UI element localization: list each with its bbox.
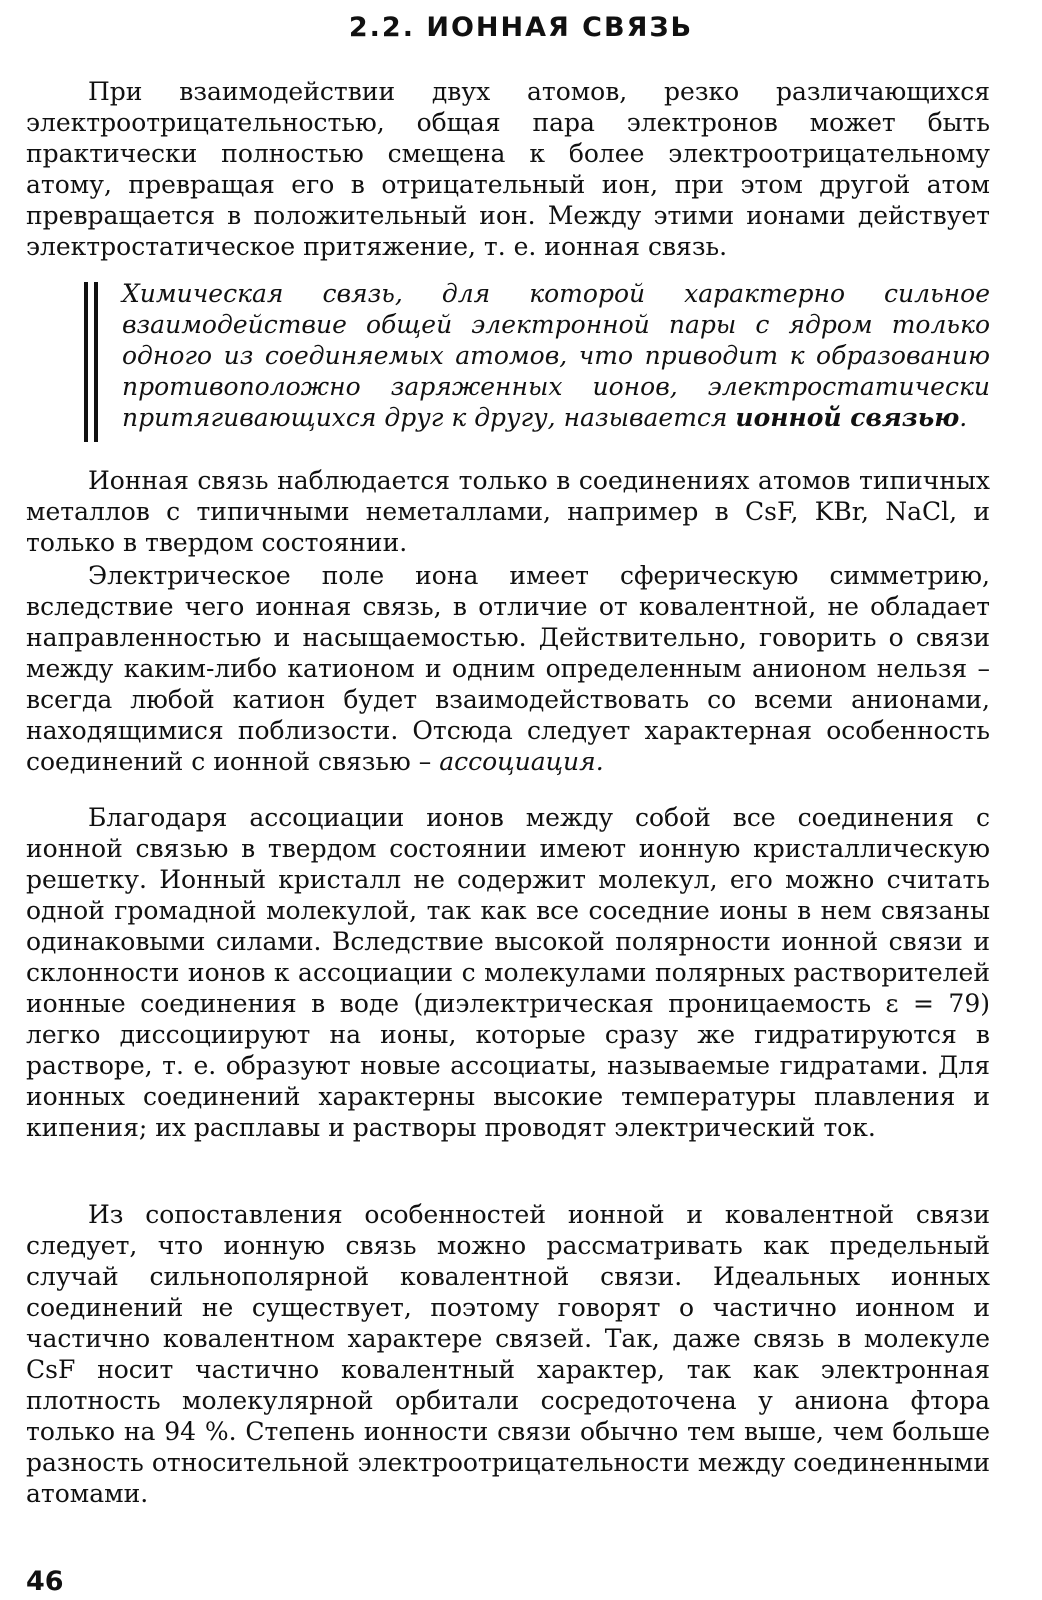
definition-body: Химическая связь, для которой характерно сильное взаимодействие общей электронной пары с ядром только одного из соединяемых атомов, что приводит к образованию противоположно заряженных ионов, электростатически притягивающихся друг к другу, называется <box>122 279 990 432</box>
paragraph-comparison: Из сопоставления особенностей ионной и ковалентной связи следует, что ионную связь можно рассматривать как предельный случай сильнополярной ковалентной связи. Идеальных ионных соединений не существует, поэтому говорят о частично ионном и частично ковалентном характере связей. Так, даже связь в молекуле CsF носит частично ковалентный характер, так как электронная плотность молекулярной орбитали сосредоточена у аниона фтора только на 94 %. Степень ионности связи обычно тем выше, чем больше разность относительной электроотрицательности между соединенными атомами. <box>26 1200 990 1508</box>
definition-term: ионной связью <box>735 403 960 432</box>
paragraph-intro: При взаимодействии двух атомов, резко различающихся электроотрицательностью, общая пара электронов может быть практически полностью смещена к более электроотрицательному атому, превращая его в отрицательный ион, при этом другой атом превращается в положительный ион. Между этими ионами действует электростатическое притяжение, т. е. ионная связь. <box>26 77 990 261</box>
page-number: 46 <box>26 1566 64 1597</box>
paragraph-occurrence: Ионная связь наблюдается только в соединениях атомов типичных металлов с типичными неметаллами, например в CsF, KBr, NaCl, и только в твердом состоянии. <box>26 466 990 557</box>
paragraph-association: Благодаря ассоциации ионов между собой все соединения с ионной связью в твердом состоянии имеют ионную кристаллическую решетку. Ионный кристалл не содержит молекул, его можно считать одной громадной молекулой, так как все соседние ионы в нем связаны одинаковыми силами. Вследствие высокой полярности ионной связи и склонности ионов к ассоциации с молекулами полярных растворителей ионные соединения в воде (диэлектрическая проницаемость ε = 79) легко диссоциируют на ионы, которые сразу же гидратируются в растворе, т. е. образуют новые ассоциаты, называемые гидратами. Для ионных соединений характерны высокие температуры плавления и кипения; их расплавы и растворы проводят электрический ток. <box>26 803 990 1142</box>
paragraph-field-text: Электрическое поле иона имеет сферическую симметрию, вследствие чего ионная связь, в отличие от ковалентной, не обладает направленностью и насыщаемостью. Действительно, говорить о связи между каким-либо катионом и одним определенным анионом нельзя – всегда любой катион будет взаимодействовать со всеми анионами, находящимися поблизости. Отсюда следует характерная особенность соединений с ионной связью – <box>26 561 990 776</box>
definition-end: . <box>959 403 968 432</box>
section-title: 2.2. ИОННАЯ СВЯЗЬ <box>348 12 694 43</box>
paragraph-field <box>26 560 990 777</box>
definition-text <box>122 278 990 433</box>
margin-bar <box>94 282 98 442</box>
association-term: ассоциация. <box>439 747 604 776</box>
margin-bar <box>84 282 88 442</box>
definition-box <box>84 278 990 444</box>
